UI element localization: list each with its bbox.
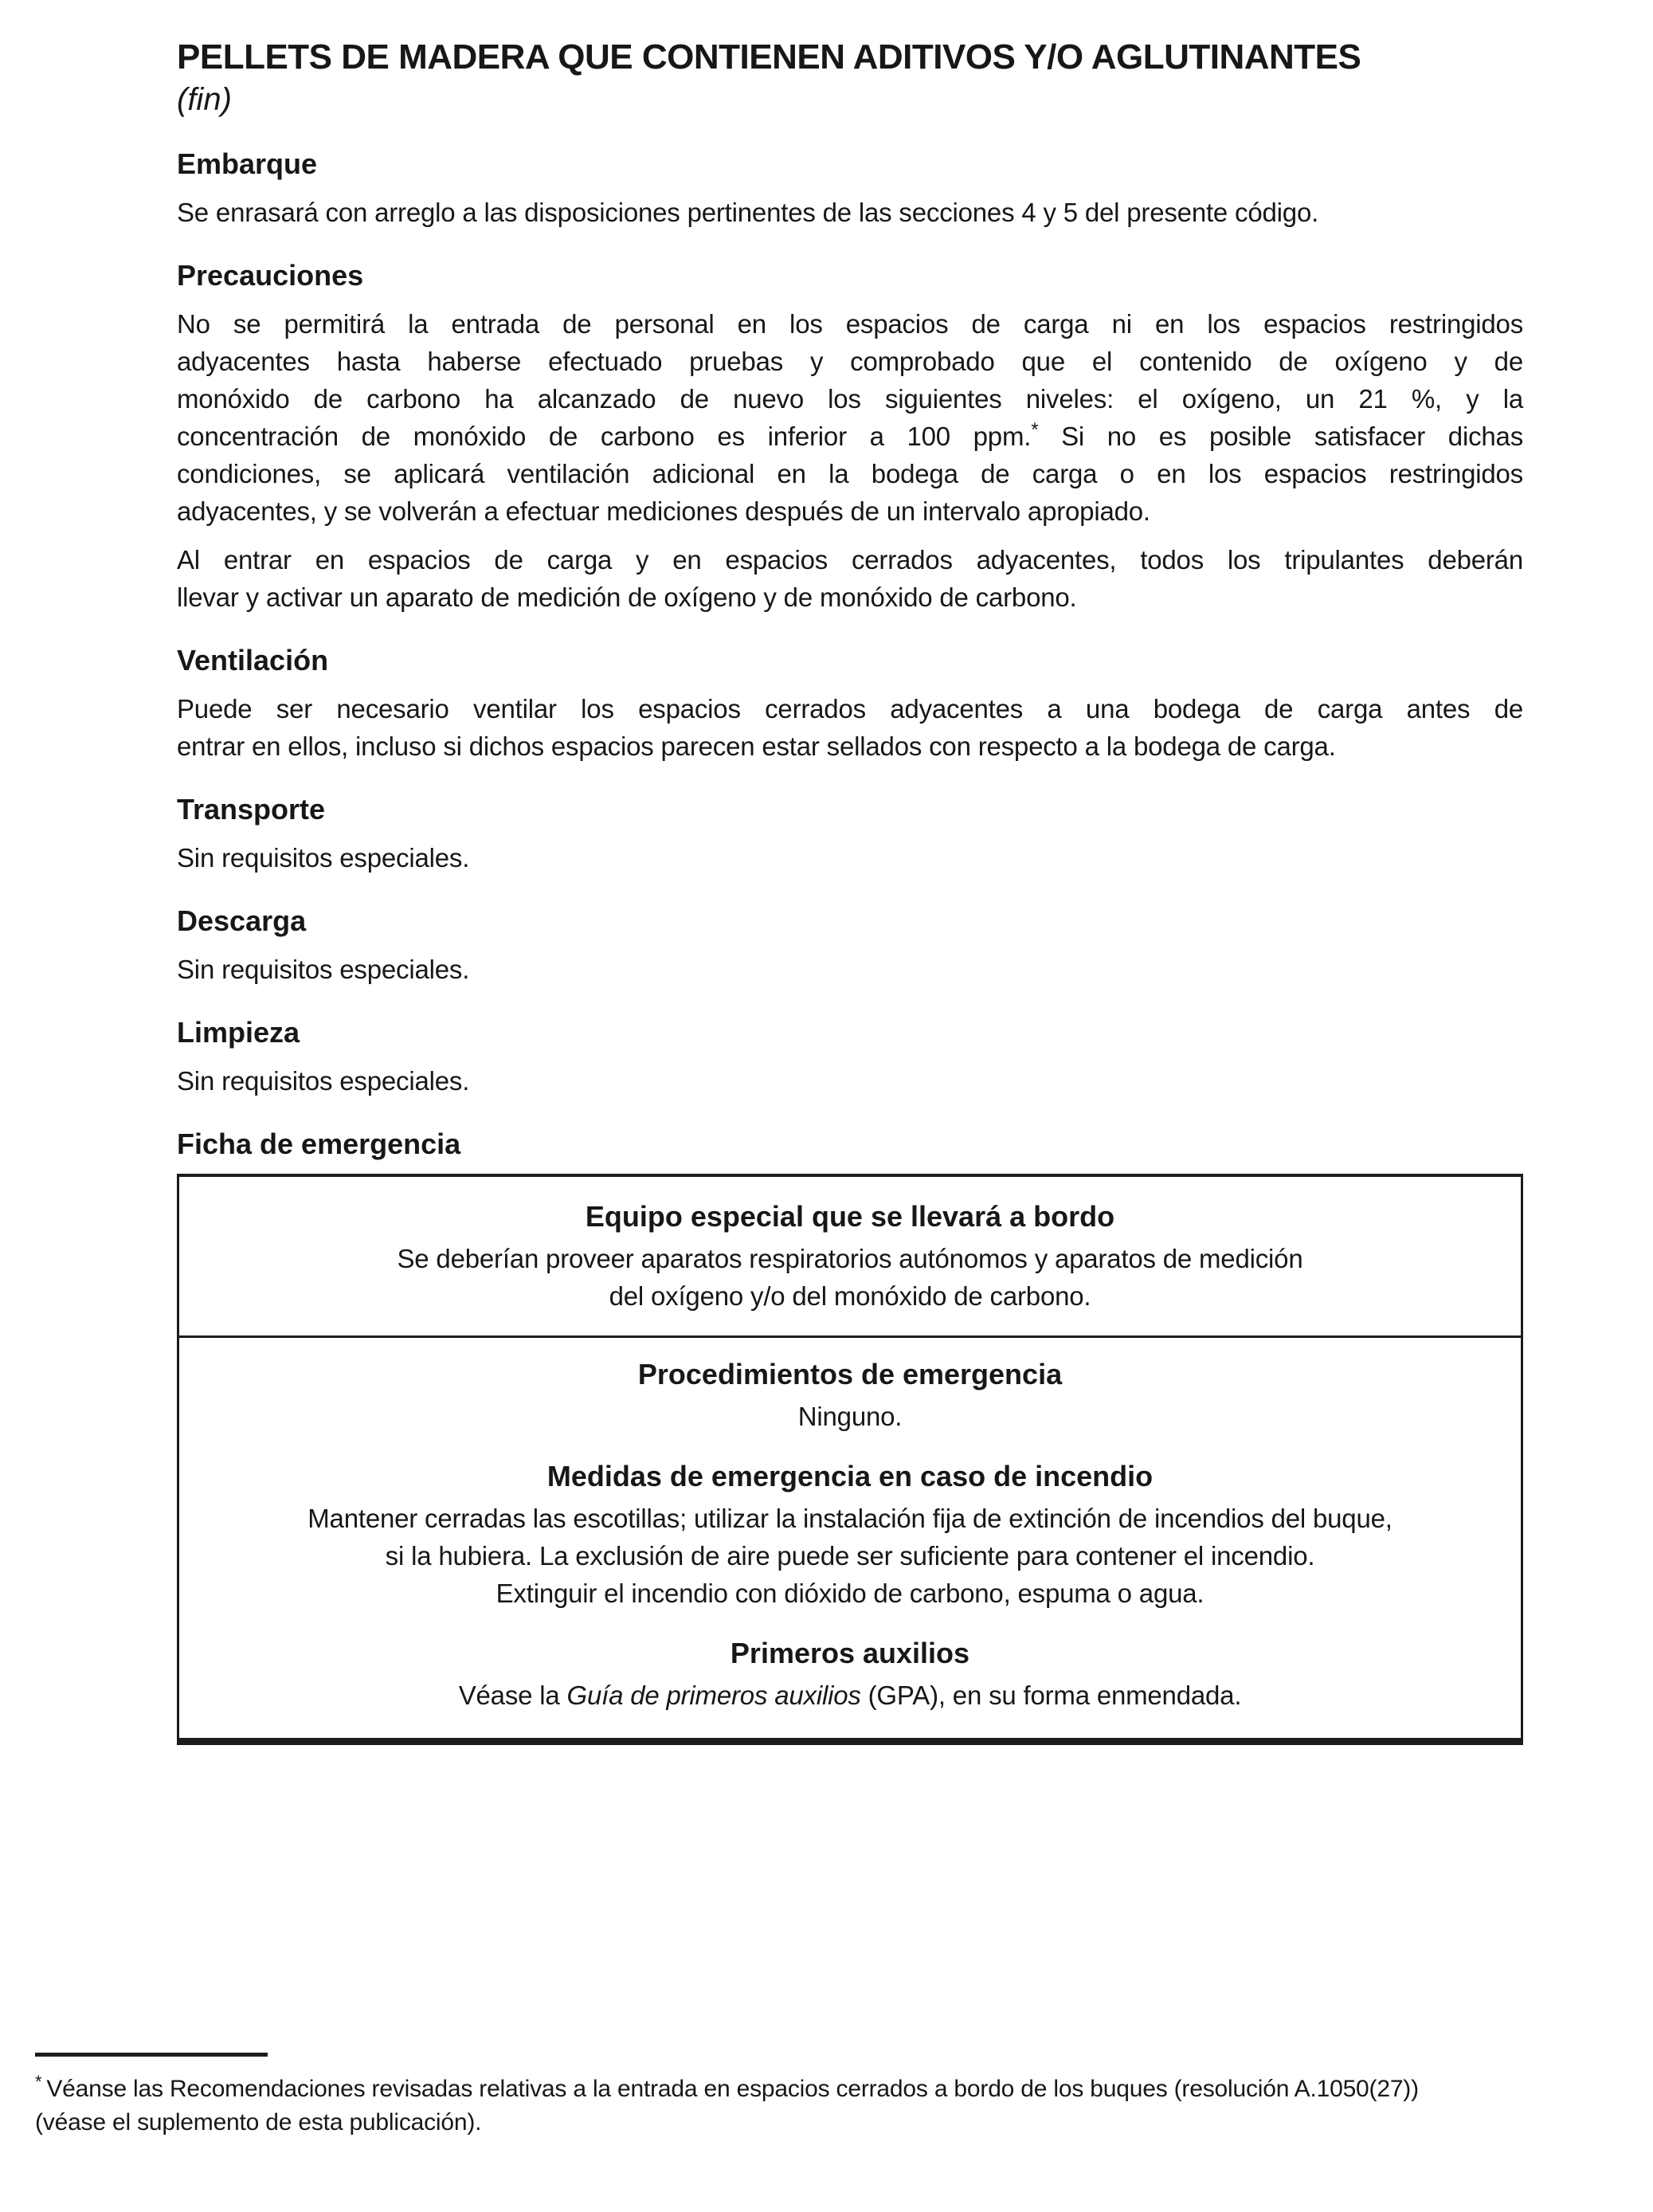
section-embarque [177,145,1523,231]
box-line: Se deberían proveer aparatos respiratorios autónomos y aparatos de medición [397,1244,1303,1273]
heading-descarga: Descarga [177,904,307,937]
heading-equipo-especial: Equipo especial que se llevará a bordo [585,1200,1115,1233]
line-text: Si no es posible satisfacer dichas [1061,422,1523,451]
transporte-paragraph [177,839,1523,877]
page-content [177,37,1523,1745]
doc-subtitle: (fin) [177,82,232,117]
line-text: concentración de monóxido de carbono es inferior a 100 ppm. [177,422,1032,451]
heading-procedimientos: Procedimientos de emergencia [637,1358,1063,1390]
footnote-line: (véase el suplemento de esta publicación). [35,2109,482,2136]
paragraph-line: entrar en ellos, incluso si dichos espacios parecen estar sellados con respecto a la bodega de carga. [177,731,1336,761]
paragraph-line: Sin requisitos especiales. [177,843,470,873]
line-text: Véase la [458,1681,567,1710]
paragraph-line: condiciones, se aplicará ventilación adicional en la bodega de carga o en los espacios restringidos [177,459,1523,488]
heading-precauciones: Precauciones [177,259,364,292]
embarque-paragraph [177,194,1523,231]
footnote-line [35,2073,1596,2106]
section-ficha-de-emergencia [177,1125,1523,1745]
doc-title: PELLETS DE MADERA QUE CONTIENEN ADITIVOS Y/O AGLUTINANTES [177,37,1361,76]
descarga-paragraph [177,951,1523,988]
paragraph-line: No se permitirá la entrada de personal en los espacios de carga ni en los espacios restringidos [177,309,1523,339]
paragraph-line: Sin requisitos especiales. [177,1066,470,1096]
paragraph-line: Puede ser necesario ventilar los espacios cerrados adyacentes a una bodega de carga antes de [177,694,1523,724]
publication-title: Guía de primeros auxilios [566,1681,861,1710]
paragraph-line: adyacentes, y se volverán a efectuar mediciones después de un intervalo apropiado. [177,496,1150,526]
heading-ficha-de-emergencia: Ficha de emergencia [177,1128,461,1160]
paragraph-line: Sin requisitos especiales. [177,955,470,984]
box-line [203,1677,1497,1714]
footnote-separator-rule [35,2053,268,2057]
heading-medidas-incendio: Medidas de emergencia en caso de incendio [546,1460,1154,1492]
paragraph-line: Al entrar en espacios de carga y en espacios cerrados adyacentes, todos los tripulantes deberán [177,545,1523,575]
heading-primeros-auxilios: Primeros auxilios [730,1637,970,1669]
box-line: Extinguir el incendio con dióxido de carbono, espuma o agua. [496,1579,1204,1608]
box-line: Mantener cerradas las escotillas; utilizar la instalación fija de extinción de incendios del buque, [307,1504,1393,1533]
box-line: del oxígeno y/o del monóxido de carbono. [609,1281,1091,1311]
section-descarga [177,902,1523,988]
emergency-sheet-box [177,1174,1523,1745]
heading-ventilacion: Ventilación [177,644,329,677]
footnote-marker: * [35,2072,42,2092]
heading-embarque: Embarque [177,147,318,180]
section-transporte [177,790,1523,877]
section-precauciones [177,257,1523,616]
limpieza-paragraph [177,1062,1523,1100]
box-line: Ninguno. [797,1402,903,1431]
heading-limpieza: Limpieza [177,1016,300,1049]
precauciones-paragraph-2 [177,541,1523,616]
heading-transporte: Transporte [177,793,326,826]
paragraph-line: llevar y activar un aparato de medición de oxígeno y de monóxido de carbono. [177,582,1077,612]
precauciones-paragraph-1 [177,305,1523,530]
ventilacion-paragraph [177,690,1523,765]
paragraph-line: adyacentes hasta haberse efectuado pruebas y comprobado que el contenido de oxígeno y de [177,347,1523,376]
line-text: (GPA), en su forma enmendada. [860,1681,1242,1710]
footnote [35,2053,1596,2139]
emergency-procedures-section [179,1338,1521,1738]
footnote-reference-asterisk: * [1031,419,1039,441]
section-limpieza [177,1014,1523,1100]
paragraph-line: Se enrasará con arreglo a las disposiciones pertinentes de las secciones 4 y 5 del presente código. [177,198,1319,227]
section-ventilacion [177,641,1523,765]
box-line: si la hubiera. La exclusión de aire puede ser suficiente para contener el incendio. [385,1541,1315,1571]
paragraph-line: monóxido de carbono ha alcanzado de nuevo los siguientes niveles: el oxígeno, un 21 %, y la [177,384,1523,414]
emergency-equipment-section [179,1177,1521,1338]
footnote-text: Véanse las Recomendaciones revisadas relativas a la entrada en espacios cerrados a bordo de los buques (resolución A.1050(27)) [46,2076,1419,2102]
paragraph-line [177,418,1523,455]
